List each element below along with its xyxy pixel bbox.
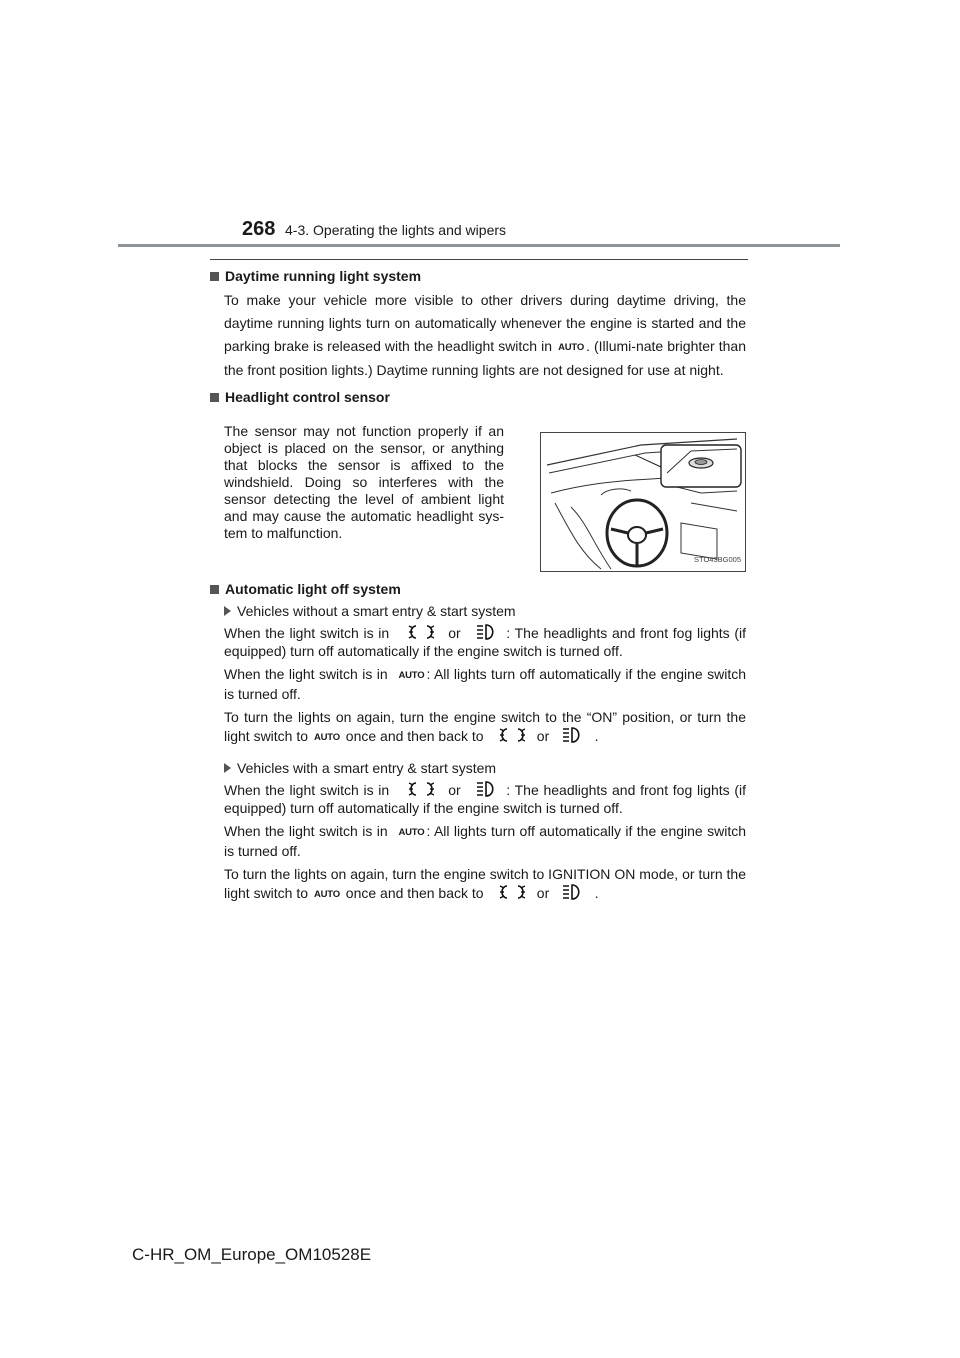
daytime-heading: Daytime running light system — [210, 267, 746, 285]
headlight-sensor-illustration — [540, 432, 746, 572]
square-bullet-icon — [210, 393, 219, 402]
s2-paragraph-2: When the light switch is in AUTO : All lights turn off automatically if the engine switch is turned off. — [224, 823, 746, 859]
sensor-heading: Headlight control sensor — [210, 388, 746, 406]
section-title: 4-3. Operating the lights and wipers — [285, 222, 507, 238]
auto-icon: AUTO — [313, 732, 340, 743]
auto-off-heading: Automatic light off system — [210, 580, 746, 598]
tail-light-icon — [499, 883, 525, 901]
page-number: 268 — [242, 218, 276, 240]
triangle-bullet-icon — [224, 763, 231, 773]
auto-icon: AUTO — [558, 342, 585, 353]
document-id: C-HR_OM_Europe_OM10528E — [132, 1245, 372, 1264]
sensor-paragraph: The sensor may not function properly if an object is placed on the sensor, or anything that blocks the sensor is affixed to the windshield. Doing so interferes with the sensor detecting the level of ambient light and may cause the automatic headlight sys-tem to malfunction. — [224, 423, 504, 541]
section-divider — [210, 259, 748, 260]
auto-icon: AUTO — [313, 889, 340, 900]
header-rule — [118, 244, 840, 247]
sensor-block — [210, 410, 746, 572]
triangle-bullet-icon — [224, 606, 231, 616]
square-bullet-icon — [210, 585, 219, 594]
figure-code: STO43BG005 — [694, 555, 741, 564]
daytime-paragraph: To make your vehicle more visible to other drivers during daytime driving, the daytime running lights turn on automatically whenever the engine is started and the parking brake is released with the headlight switch in AUTO . (Illumi-nate brighter than the front position lights.) Daytime running lights are not designed for use at night. — [224, 292, 746, 378]
subheading-without-smart-entry: Vehicles without a smart entry & start system — [210, 602, 746, 620]
tail-light-icon — [499, 726, 525, 744]
tail-light-icon — [408, 623, 434, 641]
s1-paragraph-2: When the light switch is in AUTO : All lights turn off automatically if the engine switch is turned off. — [224, 666, 746, 702]
s1-paragraph-1: When the light switch is in or : The headlights and front fog lights (if equipped) turn off automatically if the engine switch is turned off. — [224, 625, 747, 659]
headlight-icon — [561, 726, 583, 744]
page-content — [210, 264, 746, 909]
auto-icon: AUTO — [398, 670, 425, 681]
tail-light-icon — [408, 780, 434, 798]
auto-icon: AUTO — [398, 827, 425, 838]
s1-paragraph-3: To turn the lights on again, turn the engine switch to the “ON” position, or turn the light switch to AUTO once and then back to or . — [210, 708, 746, 747]
square-bullet-icon — [210, 272, 219, 281]
headlight-icon — [475, 623, 497, 641]
headlight-icon — [561, 883, 583, 901]
subheading-with-smart-entry: Vehicles with a smart entry & start system — [210, 759, 746, 777]
s2-paragraph-1: When the light switch is in or : The headlights and front fog lights (if equipped) turn off automatically if the engine switch is turned off. — [224, 782, 747, 816]
headlight-icon — [475, 780, 497, 798]
s2-paragraph-3: To turn the lights on again, turn the engine switch to IGNITION ON mode, or turn the light switch to AUTO once and then back to or . — [210, 865, 746, 904]
